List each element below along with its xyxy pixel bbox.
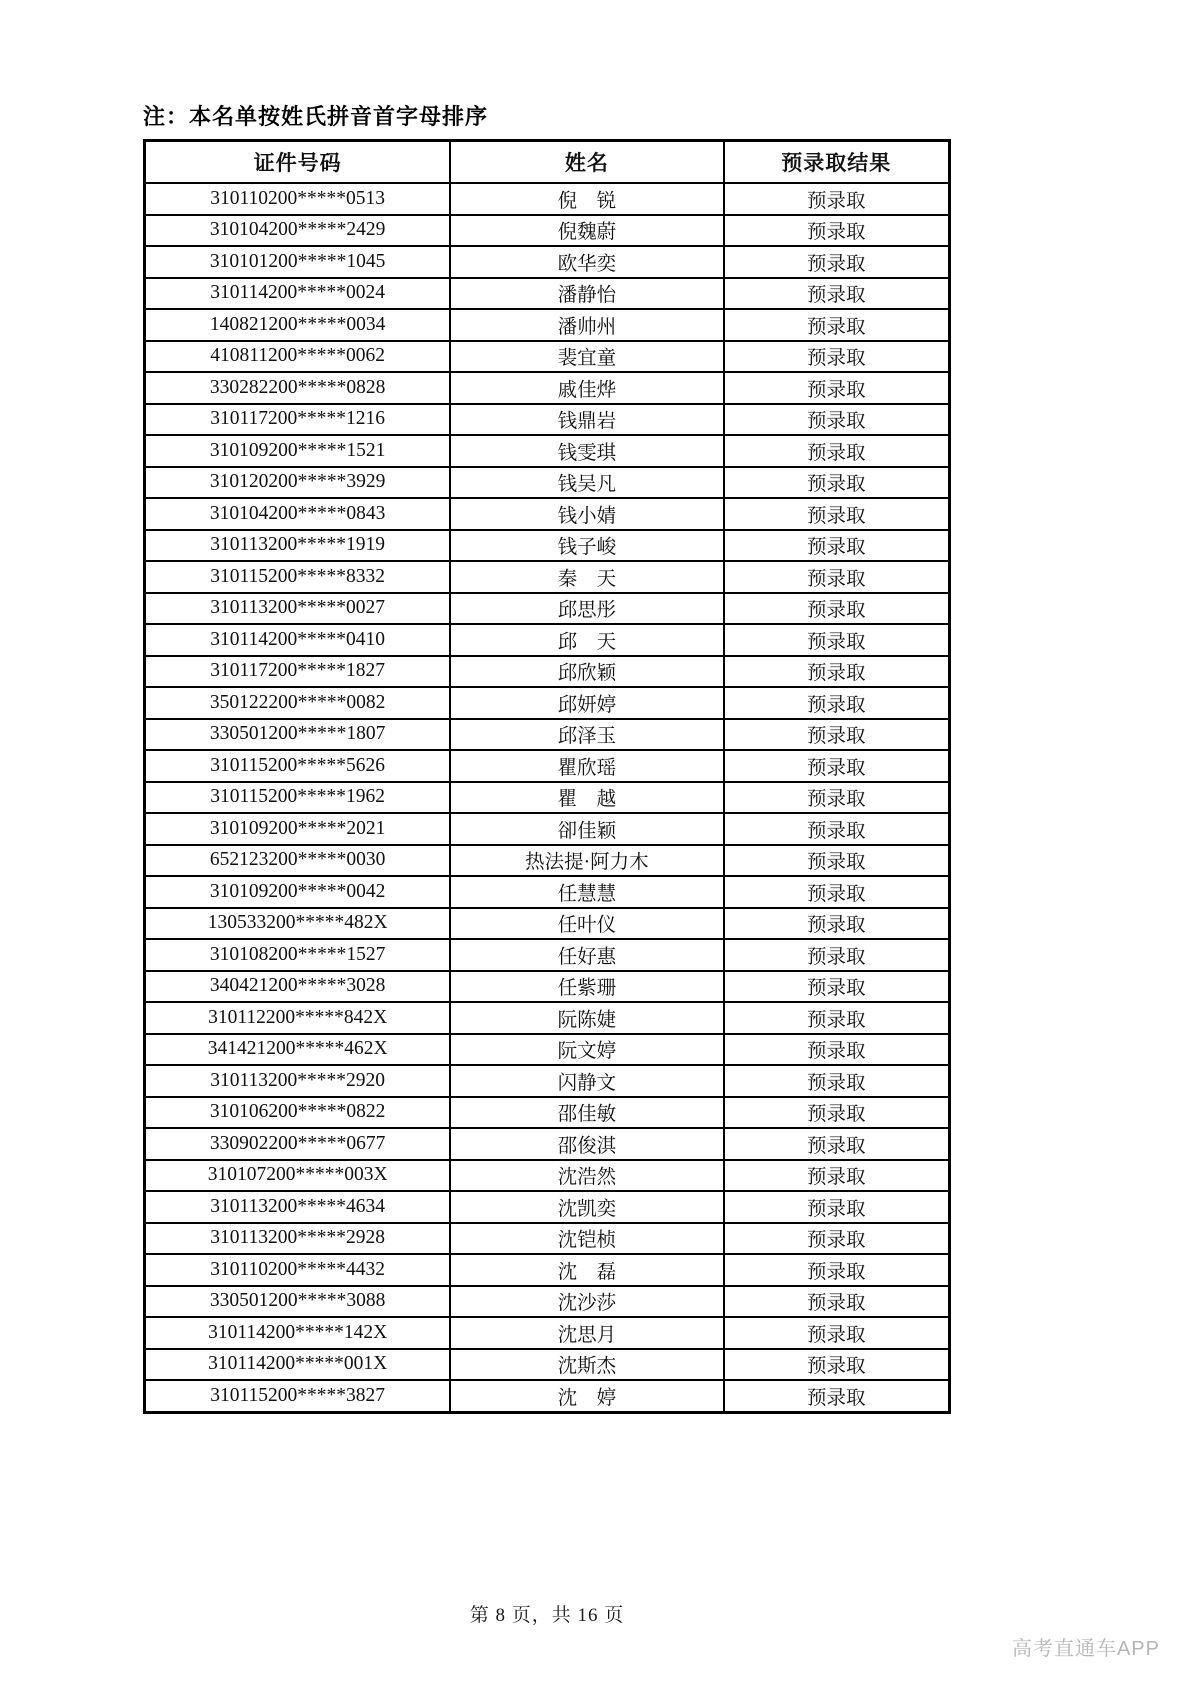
cell-id: 310101200*****1045 (145, 246, 451, 278)
cell-name: 戚佳烨 (450, 372, 723, 404)
table-row (145, 215, 950, 247)
table-header (145, 141, 950, 184)
cell-result: 预录取 (724, 656, 950, 688)
cell-name: 阮陈婕 (450, 1002, 723, 1034)
cell-result: 预录取 (724, 782, 950, 814)
cell-result: 预录取 (724, 183, 950, 215)
cell-name: 沈浩然 (450, 1160, 723, 1192)
cell-result: 预录取 (724, 1223, 950, 1255)
table-row (145, 845, 950, 877)
table-row (145, 687, 950, 719)
cell-result: 预录取 (724, 435, 950, 467)
cell-id: 310112200*****842X (145, 1002, 451, 1034)
cell-result: 预录取 (724, 1002, 950, 1034)
header-name: 姓名 (450, 141, 723, 184)
cell-id: 310114200*****0024 (145, 278, 451, 310)
cell-result: 预录取 (724, 1160, 950, 1192)
cell-id: 310108200*****1527 (145, 939, 451, 971)
cell-result: 预录取 (724, 750, 950, 782)
table-row (145, 1160, 950, 1192)
cell-name: 沈凯奕 (450, 1191, 723, 1223)
cell-id: 410811200*****0062 (145, 341, 451, 373)
cell-result: 预录取 (724, 971, 950, 1003)
cell-result: 预录取 (724, 1065, 950, 1097)
table-row (145, 624, 950, 656)
cell-name: 钱吴凡 (450, 467, 723, 499)
table-row (145, 246, 950, 278)
cell-id: 310115200*****8332 (145, 561, 451, 593)
table-row (145, 1034, 950, 1066)
cell-name: 卻佳颖 (450, 813, 723, 845)
table-row (145, 1065, 950, 1097)
cell-id: 310113200*****2920 (145, 1065, 451, 1097)
cell-result: 预录取 (724, 404, 950, 436)
cell-id: 652123200*****0030 (145, 845, 451, 877)
table-row (145, 372, 950, 404)
table-row (145, 656, 950, 688)
cell-id: 310106200*****0822 (145, 1097, 451, 1129)
cell-result: 预录取 (724, 1254, 950, 1286)
table-row (145, 341, 950, 373)
cell-name: 钱鼎岩 (450, 404, 723, 436)
cell-name: 任紫珊 (450, 971, 723, 1003)
cell-result: 预录取 (724, 372, 950, 404)
table-row (145, 750, 950, 782)
cell-id: 310114200*****0410 (145, 624, 451, 656)
cell-result: 预录取 (724, 498, 950, 530)
table-row (145, 813, 950, 845)
cell-id: 310109200*****1521 (145, 435, 451, 467)
sort-note: 注：本名单按姓氏拼音首字母排序 (143, 104, 489, 129)
cell-id: 310113200*****0027 (145, 593, 451, 625)
cell-id: 330902200*****0677 (145, 1128, 451, 1160)
cell-id: 340421200*****3028 (145, 971, 451, 1003)
cell-result: 预录取 (724, 1349, 950, 1381)
cell-name: 秦 天 (450, 561, 723, 593)
cell-name: 沈 磊 (450, 1254, 723, 1286)
cell-id: 330282200*****0828 (145, 372, 451, 404)
cell-result: 预录取 (724, 719, 950, 751)
cell-id: 341421200*****462X (145, 1034, 451, 1066)
cell-result: 预录取 (724, 278, 950, 310)
cell-id: 310120200*****3929 (145, 467, 451, 499)
table-row (145, 939, 950, 971)
cell-name: 裴宜童 (450, 341, 723, 373)
cell-name: 潘帅州 (450, 309, 723, 341)
cell-id: 310117200*****1827 (145, 656, 451, 688)
cell-name: 闪静文 (450, 1065, 723, 1097)
cell-id: 310113200*****4634 (145, 1191, 451, 1223)
cell-id: 310104200*****2429 (145, 215, 451, 247)
cell-name: 邱妍婷 (450, 687, 723, 719)
cell-name: 沈铠桢 (450, 1223, 723, 1255)
page-number-footer: 第 8 页，共 16 页 (469, 1605, 625, 1626)
cell-result: 预录取 (724, 939, 950, 971)
cell-id: 330501200*****1807 (145, 719, 451, 751)
cell-name: 钱雯琪 (450, 435, 723, 467)
cell-result: 预录取 (724, 593, 950, 625)
table-row (145, 971, 950, 1003)
cell-name: 欧华奕 (450, 246, 723, 278)
app-watermark: 高考直通车APP (1011, 1638, 1160, 1660)
cell-result: 预录取 (724, 530, 950, 562)
header-result: 预录取结果 (724, 141, 950, 184)
cell-id: 310109200*****2021 (145, 813, 451, 845)
cell-result: 预录取 (724, 1034, 950, 1066)
cell-id: 310104200*****0843 (145, 498, 451, 530)
cell-name: 阮文婷 (450, 1034, 723, 1066)
cell-name: 沈思月 (450, 1317, 723, 1349)
table-row (145, 1349, 950, 1381)
cell-name: 倪 锐 (450, 183, 723, 215)
table-row (145, 1097, 950, 1129)
cell-name: 邱泽玉 (450, 719, 723, 751)
cell-name: 邱思彤 (450, 593, 723, 625)
cell-name: 瞿 越 (450, 782, 723, 814)
table-row (145, 278, 950, 310)
cell-result: 预录取 (724, 1097, 950, 1129)
table-row (145, 876, 950, 908)
cell-id: 310115200*****5626 (145, 750, 451, 782)
cell-id: 130533200*****482X (145, 908, 451, 940)
cell-result: 预录取 (724, 845, 950, 877)
cell-name: 瞿欣瑶 (450, 750, 723, 782)
cell-id: 310109200*****0042 (145, 876, 451, 908)
cell-name: 任叶仪 (450, 908, 723, 940)
table-row (145, 530, 950, 562)
cell-id: 310113200*****2928 (145, 1223, 451, 1255)
cell-result: 预录取 (724, 1317, 950, 1349)
cell-id: 310114200*****001X (145, 1349, 451, 1381)
cell-name: 沈斯杰 (450, 1349, 723, 1381)
table-row (145, 1002, 950, 1034)
table-row (145, 1380, 950, 1412)
cell-result: 预录取 (724, 813, 950, 845)
cell-result: 预录取 (724, 1286, 950, 1318)
table-row (145, 908, 950, 940)
cell-name: 热法提·阿力木 (450, 845, 723, 877)
table-row (145, 561, 950, 593)
table-row (145, 1191, 950, 1223)
admission-table (143, 139, 951, 1414)
cell-name: 邱欣颖 (450, 656, 723, 688)
cell-name: 邵俊淇 (450, 1128, 723, 1160)
cell-result: 预录取 (724, 341, 950, 373)
cell-id: 310107200*****003X (145, 1160, 451, 1192)
cell-id: 140821200*****0034 (145, 309, 451, 341)
cell-id: 310110200*****4432 (145, 1254, 451, 1286)
table-row (145, 593, 950, 625)
table-row (145, 435, 950, 467)
cell-result: 预录取 (724, 1128, 950, 1160)
cell-result: 预录取 (724, 908, 950, 940)
cell-result: 预录取 (724, 1380, 950, 1412)
cell-id: 310113200*****1919 (145, 530, 451, 562)
cell-name: 沈 婷 (450, 1380, 723, 1412)
cell-name: 潘静怡 (450, 278, 723, 310)
cell-result: 预录取 (724, 309, 950, 341)
cell-result: 预录取 (724, 624, 950, 656)
table-row (145, 498, 950, 530)
cell-name: 倪魏蔚 (450, 215, 723, 247)
table-row (145, 467, 950, 499)
cell-id: 310115200*****1962 (145, 782, 451, 814)
cell-id: 310110200*****0513 (145, 183, 451, 215)
cell-result: 预录取 (724, 246, 950, 278)
cell-result: 预录取 (724, 687, 950, 719)
cell-name: 钱子峻 (450, 530, 723, 562)
cell-result: 预录取 (724, 215, 950, 247)
cell-result: 预录取 (724, 561, 950, 593)
table-row (145, 1223, 950, 1255)
table-row (145, 1286, 950, 1318)
cell-name: 任慧慧 (450, 876, 723, 908)
header-id-number: 证件号码 (145, 141, 451, 184)
table-row (145, 1128, 950, 1160)
cell-id: 330501200*****3088 (145, 1286, 451, 1318)
table-row (145, 1254, 950, 1286)
cell-id: 310117200*****1216 (145, 404, 451, 436)
table-body (145, 183, 950, 1412)
table-row (145, 719, 950, 751)
table-header-row (145, 141, 950, 184)
cell-id: 310114200*****142X (145, 1317, 451, 1349)
table-row (145, 183, 950, 215)
cell-result: 预录取 (724, 467, 950, 499)
cell-name: 沈沙莎 (450, 1286, 723, 1318)
table-row (145, 1317, 950, 1349)
cell-id: 310115200*****3827 (145, 1380, 451, 1412)
cell-result: 预录取 (724, 1191, 950, 1223)
cell-name: 任好惠 (450, 939, 723, 971)
cell-name: 邵佳敏 (450, 1097, 723, 1129)
table-row (145, 782, 950, 814)
cell-name: 邱 天 (450, 624, 723, 656)
cell-name: 钱小婧 (450, 498, 723, 530)
table-row (145, 309, 950, 341)
table-row (145, 404, 950, 436)
cell-result: 预录取 (724, 876, 950, 908)
cell-id: 350122200*****0082 (145, 687, 451, 719)
